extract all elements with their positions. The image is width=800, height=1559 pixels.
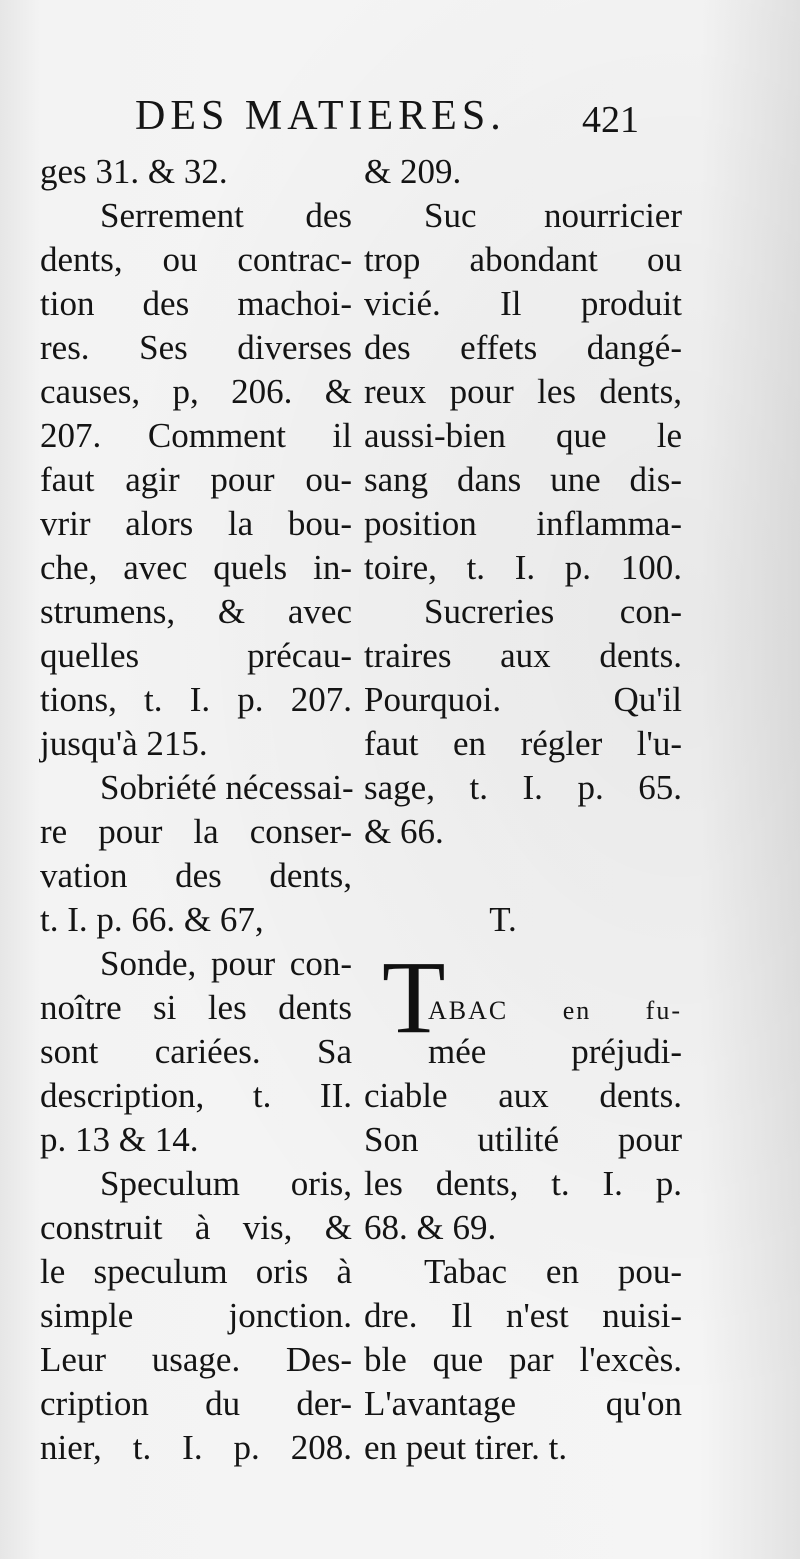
index-line: t. I. p. 66. & 67, bbox=[40, 900, 264, 939]
index-line: nier, t. I. p. 208. bbox=[40, 1428, 352, 1467]
index-line: re pour la conser- bbox=[40, 812, 352, 851]
index-line: ciable aux dents. bbox=[364, 1076, 682, 1115]
index-line: le speculum oris à bbox=[40, 1252, 352, 1291]
index-line: Suc nourricier bbox=[424, 196, 682, 235]
index-line: aussi-bien que le bbox=[364, 416, 682, 455]
index-line: Serrement des bbox=[100, 196, 352, 235]
index-line: quelles précau- bbox=[40, 636, 352, 675]
index-line: faut en régler l'u- bbox=[364, 724, 682, 763]
index-line: L'avantage qu'on bbox=[364, 1384, 682, 1423]
index-line: les dents, t. I. p. bbox=[364, 1164, 682, 1203]
index-line: description, t. II. bbox=[40, 1076, 352, 1115]
index-line: & 66. bbox=[364, 812, 444, 851]
index-line: Leur usage. Des- bbox=[40, 1340, 352, 1379]
index-line: en peut tirer. t. bbox=[364, 1428, 568, 1467]
index-line: cription du der- bbox=[40, 1384, 352, 1423]
index-line: simple jonction. bbox=[40, 1296, 352, 1335]
index-line: vation des dents, bbox=[40, 856, 352, 895]
index-line: dre. Il n'est nuisi- bbox=[364, 1296, 682, 1335]
index-line: traires aux dents. bbox=[364, 636, 682, 675]
index-line: Sucreries con- bbox=[424, 592, 682, 631]
index-column-left bbox=[40, 150, 352, 1470]
running-title: DES MATIERES. bbox=[135, 93, 506, 139]
index-line: des effets dangé- bbox=[364, 328, 682, 367]
tabac-entry-line-2: mée préjudi- bbox=[428, 1032, 682, 1071]
index-line: sang dans une dis- bbox=[364, 460, 682, 499]
index-line: res. Ses diverses bbox=[40, 328, 352, 367]
index-line: trop abondant ou bbox=[364, 240, 682, 279]
page-number: 421 bbox=[582, 99, 639, 141]
index-line: 68. & 69. bbox=[364, 1208, 497, 1247]
right-column-entries bbox=[364, 150, 682, 854]
blank-line bbox=[364, 854, 682, 898]
index-line: che, avec quels in- bbox=[40, 548, 352, 587]
index-line: Son utilité pour bbox=[364, 1120, 682, 1159]
index-line: vrir alors la bou- bbox=[40, 504, 352, 543]
section-letter-heading: T. bbox=[489, 900, 517, 939]
index-line: sont cariées. Sa bbox=[40, 1032, 352, 1071]
index-line: tions, t. I. p. 207. bbox=[40, 680, 352, 719]
index-line: 207. Comment il bbox=[40, 416, 352, 455]
index-column-right bbox=[364, 150, 682, 1470]
index-line: Speculum oris, bbox=[100, 1164, 352, 1203]
index-line: dents, ou contrac- bbox=[40, 240, 352, 279]
index-line: noître si les dents bbox=[40, 988, 352, 1027]
index-line: position inflamma- bbox=[364, 504, 682, 543]
index-line: toire, t. I. p. 100. bbox=[364, 548, 682, 587]
index-line: Sonde, pour con- bbox=[100, 944, 352, 983]
index-line: strumens, & avec bbox=[40, 592, 352, 631]
smallcaps-word: ABAC en fu- bbox=[428, 996, 682, 1025]
index-line: construit à vis, & bbox=[40, 1208, 352, 1247]
index-line: jusqu'à 215. bbox=[40, 724, 208, 763]
index-line: faut agir pour ou- bbox=[40, 460, 352, 499]
index-line: ges 31. & 32. bbox=[40, 152, 228, 191]
index-line: p. 13 & 14. bbox=[40, 1120, 199, 1159]
index-line: vicié. Il produit bbox=[364, 284, 682, 323]
index-line: Tabac en pou- bbox=[424, 1252, 682, 1291]
drop-capital-t: T bbox=[382, 940, 446, 1055]
index-line: ble que par l'excès. bbox=[364, 1340, 682, 1379]
index-line: causes, p, 206. & bbox=[40, 372, 352, 411]
index-line: & 209. bbox=[364, 152, 462, 191]
index-line: Pourquoi. Qu'il bbox=[364, 680, 682, 719]
index-line: sage, t. I. p. 65. bbox=[364, 768, 682, 807]
index-line: reux pour les dents, bbox=[364, 372, 682, 411]
index-line: tion des machoi- bbox=[40, 284, 352, 323]
tabac-entries bbox=[364, 1074, 682, 1470]
index-line: Sobriété nécessai- bbox=[100, 768, 354, 807]
